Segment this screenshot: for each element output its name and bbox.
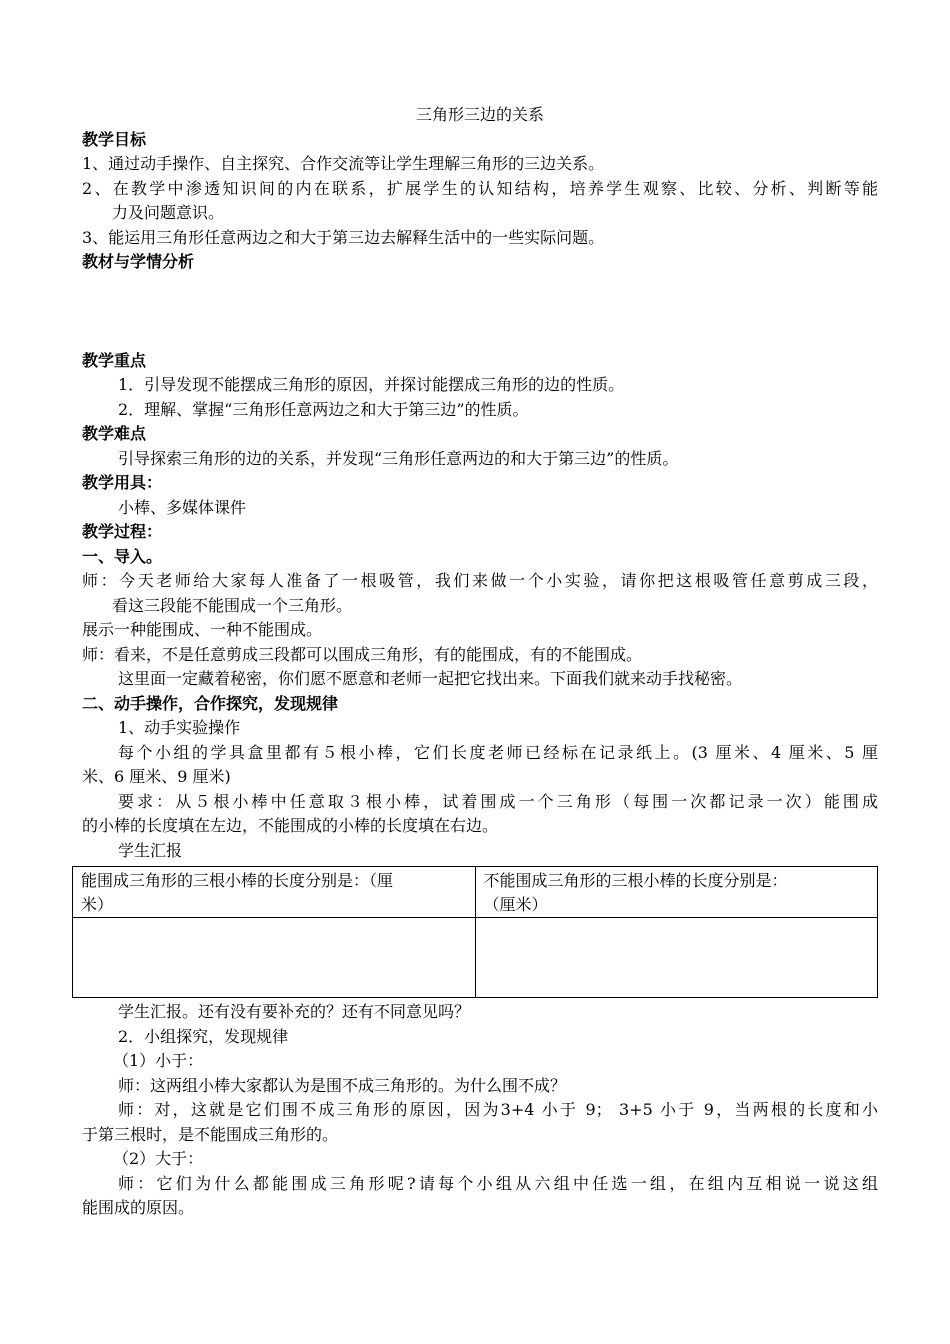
can-form-header <box>73 867 476 918</box>
objective-item: 2、在教学中渗透知识间的内在联系，扩展学生的认知结构，培养学生观察、比较、分析、判断等能 <box>82 178 878 198</box>
analysis-heading: 教材与学情分析 <box>82 252 195 271</box>
process-heading: 教学过程： <box>82 522 163 541</box>
can-form-header-line: 米） <box>81 895 114 914</box>
can-form-cell[interactable] <box>73 918 476 998</box>
intro-line: 师：看来，不是任意剪成三段都可以围成三角形，有的能围成，有的不能围成。 <box>82 644 643 664</box>
after-line: 于第三根时，是不能围成三角形的。 <box>82 1124 339 1144</box>
explore-line: 米、6 厘米、9 厘米) <box>82 767 231 786</box>
after-line: （2）大于： <box>113 1149 204 1168</box>
after-line: 能围成的原因。 <box>82 1198 195 1217</box>
after-line: 师：对，这就是它们围不成三角形的原因，因为3+4 小于 9； 3+5 小于 9，当两根的长度和小 <box>118 1100 878 1119</box>
tools-heading: 教学用具： <box>82 473 163 492</box>
document-page <box>82 103 878 1221</box>
objective-item: 1、通过动手操作、自主探究、合作交流等让学生理解三角形的三边关系。 <box>82 154 605 173</box>
tools-text: 小棒、多媒体课件 <box>118 497 247 517</box>
explore-line: 要求：从５根小棒中任意取３根小棒，试着围成一个三角形（每围一次都记录一次）能围成 <box>118 791 878 811</box>
intro-heading: 一、导入。 <box>82 546 163 566</box>
cannot-form-header-line: （厘米） <box>483 895 548 914</box>
after-line: （1）小于： <box>113 1051 204 1070</box>
objective-item: 3、能运用三角形任意两边之和大于第三边去解释生活中的一些实际问题。 <box>82 227 605 247</box>
explore-line: 1、动手实验操作 <box>118 718 241 737</box>
cannot-form-cell[interactable] <box>475 918 878 998</box>
blank-space <box>82 275 878 349</box>
intro-line: 展示一种能围成、一种不能围成。 <box>82 620 323 639</box>
report-table-body-row <box>73 918 878 998</box>
document-title: 三角形三边的关系 <box>415 105 544 124</box>
explore-line: 的小棒的长度填在左边，不能围成的小棒的长度填在右边。 <box>82 816 499 835</box>
intro-line: 看这三段能不能围成一个三角形。 <box>112 595 353 615</box>
difficulty-heading: 教学难点 <box>82 424 147 443</box>
objective-item-continued: 力及问题意识。 <box>112 203 225 222</box>
after-line: 师：它们为什么都能围成三角形呢?请每个小组从六组中任选一组，在组内互相说一说这组 <box>118 1173 878 1193</box>
intro-line: 师：今天老师给大家每人准备了一根吸管，我们来做一个小实验，请你把这根吸管任意剪成三段， <box>82 571 878 590</box>
explore-heading: 二、动手操作，合作探究，发现规律 <box>82 693 339 713</box>
difficulty-text: 引导探索三角形的边的关系，并发现“三角形任意两边的和大于第三边”的性质。 <box>118 448 679 468</box>
after-line: 2．小组探究，发现规律 <box>118 1026 289 1046</box>
key-points-heading: 教学重点 <box>82 350 147 370</box>
explore-line: 每个小组的学具盒里都有５根小棒，它们长度老师已经标在记录纸上。(3 厘米、4 厘米、5 厘 <box>118 742 878 762</box>
report-table <box>72 866 878 998</box>
after-line: 师：这两组小棒大家都认为是围不成三角形的。为什么围不成？ <box>118 1075 567 1095</box>
key-point-item: 1．引导发现不能摆成三角形的原因，并探讨能摆成三角形的边的性质。 <box>118 375 625 394</box>
cannot-form-header-line: 不能围成三角形的三根小棒的长度分别是： <box>483 871 788 890</box>
cannot-form-header <box>475 867 878 918</box>
objectives-heading: 教学目标 <box>82 129 147 149</box>
after-line: 学生汇报。还有没有要补充的？还有不同意见吗？ <box>118 1002 471 1021</box>
intro-line: 这里面一定藏着秘密，你们愿不愿意和老师一起把它找出来。下面我们就来动手找秘密。 <box>118 669 743 688</box>
key-point-item: 2．理解、掌握“三角形任意两边之和大于第三边”的性质。 <box>118 399 529 419</box>
explore-line: 学生汇报 <box>118 840 183 860</box>
report-table-header-row <box>73 867 878 918</box>
can-form-header-line: 能围成三角形的三根小棒的长度分别是：（厘 <box>81 871 394 890</box>
